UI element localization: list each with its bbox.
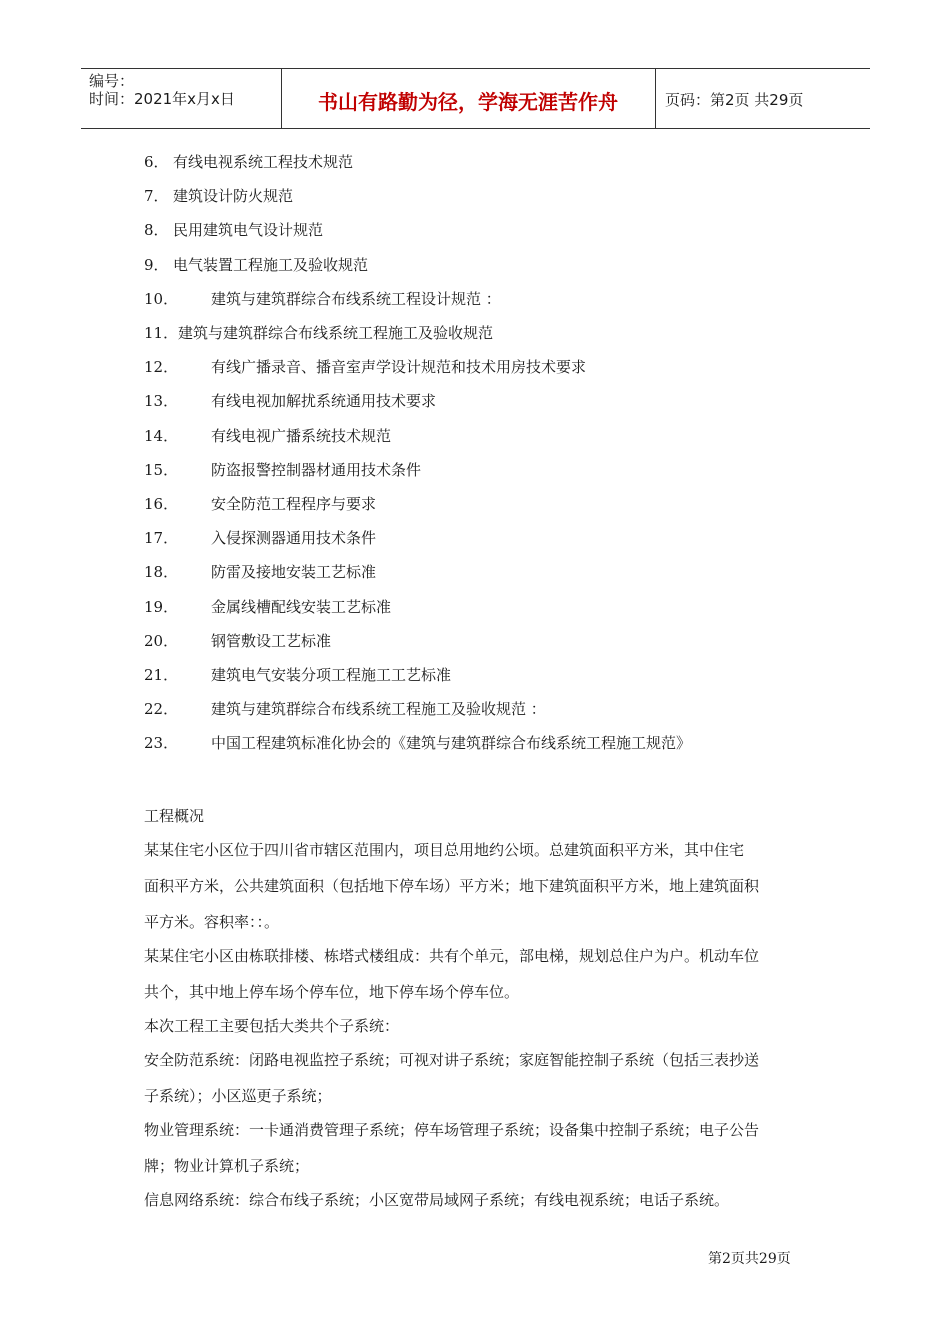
standard-item — [144, 150, 844, 174]
standard-title: 防雷及接地安装工艺标准 — [211, 563, 377, 581]
overview-paragraph-line: 牌；物业计算机子系统； — [144, 1157, 310, 1175]
standard-item — [144, 253, 844, 277]
overview-paragraph-line: 本次工程工主要包括大类共个子系统： — [144, 1017, 400, 1035]
standard-number: 8． — [144, 221, 169, 239]
overview-heading: 工程概况 — [144, 807, 205, 825]
standard-number: 23． — [144, 734, 179, 752]
standard-title: 建筑电气安装分项工程施工工艺标准 — [211, 666, 452, 684]
overview-paragraph-line: 面积平方米，公共建筑面积（包括地下停车场）平方米；地下建筑面积平方米，地上建筑面积 — [144, 877, 760, 895]
standard-item — [144, 560, 844, 584]
standard-item — [144, 492, 844, 516]
standard-title: 金属线槽配线安装工艺标准 — [211, 598, 392, 616]
standard-number: 7． — [144, 187, 169, 205]
standard-number: 16． — [144, 495, 179, 513]
standard-title: 中国工程建筑标准化协会的《建筑与建筑群综合布线系统工程施工规范》 — [211, 734, 692, 752]
standard-item — [144, 731, 844, 755]
standard-title: 入侵探测器通用技术条件 — [211, 529, 377, 547]
standard-title: 有线广播录音、播音室声学设计规范和技术用房技术要求 — [211, 358, 587, 376]
standard-title: 民用建筑电气设计规范 — [173, 221, 324, 239]
overview-paragraph-line: 安全防范系统：闭路电视监控子系统；可视对讲子系统；家庭智能控制子系统（包括三表抄送 — [144, 1051, 760, 1069]
time-label: 时间：2021年x月x日 — [89, 90, 235, 108]
page-footer: 第2页共29页 — [708, 1251, 791, 1267]
standard-title: 有线电视系统工程技术规范 — [173, 153, 354, 171]
standard-item — [144, 526, 844, 550]
standard-number: 9． — [144, 256, 169, 274]
standard-item — [144, 355, 844, 379]
standard-number: 21． — [144, 666, 179, 684]
standard-title: 建筑与建筑群综合布线系统工程施工及验收规范 — [178, 324, 494, 342]
standard-number: 18． — [144, 563, 179, 581]
standard-number: 15． — [144, 461, 179, 479]
standard-number: 22． — [144, 700, 179, 718]
standard-title: 防盗报警控制器材通用技术条件 — [211, 461, 422, 479]
standard-number: 17． — [144, 529, 179, 547]
standard-item — [144, 424, 844, 448]
standard-item — [144, 184, 844, 208]
standard-title: 安全防范工程程序与要求 — [211, 495, 377, 513]
standard-item — [144, 663, 844, 687]
standard-number: 10． — [144, 290, 179, 308]
overview-paragraph-line: 某某住宅小区位于四川省市辖区范围内，项目总用地约公顷。总建筑面积平方米，其中住宅 — [144, 841, 745, 859]
standard-number: 19． — [144, 598, 179, 616]
standard-number: 6． — [144, 153, 169, 171]
standard-title: 建筑与建筑群综合布线系统工程设计规范 ： — [211, 290, 501, 308]
header-left-cell — [81, 69, 282, 128]
standard-title: 电气装置工程施工及验收规范 — [173, 256, 369, 274]
standard-item — [144, 287, 844, 311]
page-header — [81, 68, 870, 129]
overview-paragraph-line: 信息网络系统：综合布线子系统；小区宽带局域网子系统；有线电视系统；电话子系统。 — [144, 1191, 730, 1209]
header-motto-cell — [281, 69, 656, 128]
standard-item — [144, 321, 844, 345]
standard-number: 20． — [144, 632, 179, 650]
standard-item — [144, 595, 844, 619]
overview-paragraph-line: 子系统）；小区巡更子系统； — [144, 1087, 332, 1105]
standard-item — [144, 458, 844, 482]
standard-item — [144, 218, 844, 242]
standard-number: 14． — [144, 427, 179, 445]
standard-title: 建筑与建筑群综合布线系统工程施工及验收规范 ： — [211, 700, 546, 718]
standard-number: 13． — [144, 392, 179, 410]
page-code: 页码：第2页 共29页 — [665, 91, 804, 109]
standard-item — [144, 389, 844, 413]
standard-number: 12． — [144, 358, 179, 376]
standard-item — [144, 697, 844, 721]
header-right-cell — [655, 69, 870, 128]
standard-title: 建筑设计防火规范 — [173, 187, 294, 205]
serial-label: 编号： — [89, 72, 135, 90]
overview-paragraph-line: 共个，其中地上停车场个停车位，地下停车场个停车位。 — [144, 983, 520, 1001]
standard-item — [144, 629, 844, 653]
overview-paragraph-line: 物业管理系统：一卡通消费管理子系统；停车场管理子系统；设备集中控制子系统；电子公告 — [144, 1121, 760, 1139]
standard-number: 11． — [144, 324, 179, 342]
standard-title: 有线电视广播系统技术规范 — [211, 427, 392, 445]
standard-title: 钢管敷设工艺标准 — [211, 632, 332, 650]
standard-title: 有线电视加解扰系统通用技术要求 — [211, 392, 437, 410]
overview-paragraph-line: 某某住宅小区由栋联排楼、栋塔式楼组成：共有个单元，部电梯，规划总住户为户。机动车位 — [144, 947, 760, 965]
overview-paragraph-line: 平方米。容积率：：。 — [144, 913, 280, 931]
header-motto: 书山有路勤为径，学海无涯苦作舟 — [318, 90, 618, 114]
